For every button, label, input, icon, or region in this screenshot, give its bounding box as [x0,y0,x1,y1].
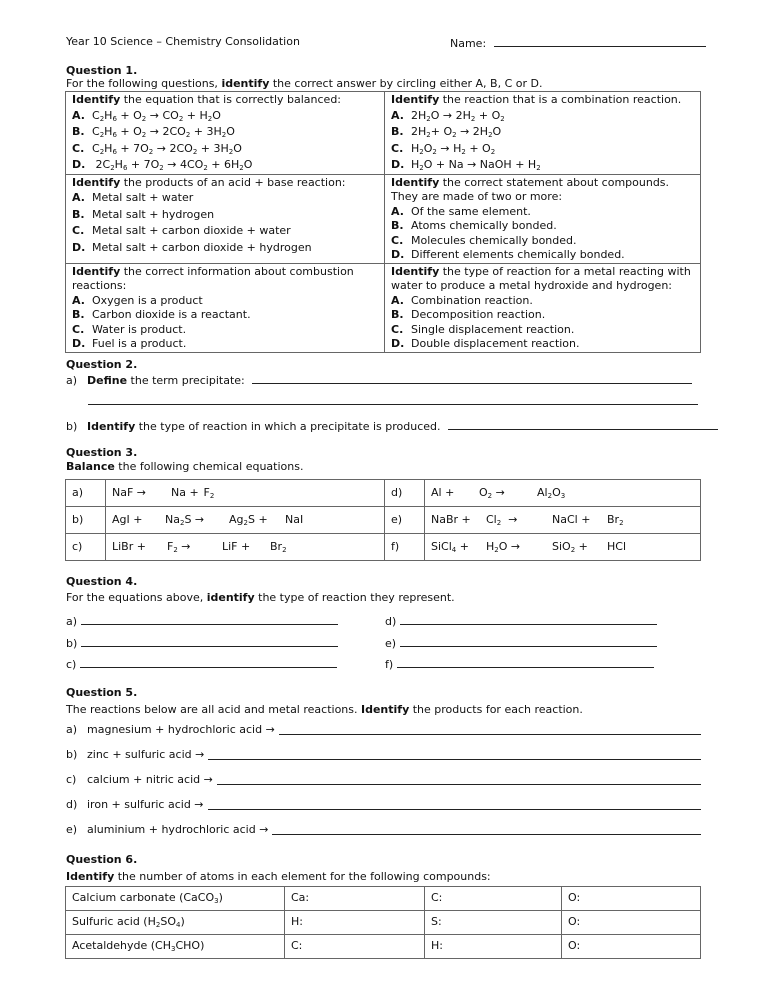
question-1-table [65,91,701,353]
q4-answer-d[interactable]: d) [385,613,657,629]
q1-option-c[interactable]: C. Metal salt + carbon dioxide + water [72,224,291,237]
q2a-answer-line-2[interactable] [88,393,698,405]
atom-count-cell[interactable]: H: [425,935,562,959]
table-row [66,480,701,507]
question-6-instruction: Identify the number of atoms in each element for the following compounds: [66,870,491,883]
table-row [66,534,701,561]
q1-cell-combustion [66,263,385,352]
equation-c[interactable]: LiBr + $F_2$ → LiF + $Br_2$ [106,534,385,561]
atom-count-cell[interactable]: S: [425,911,562,935]
q1-prompt: Identify the equation that is correctly balanced: [72,93,342,106]
equation-label: b) [66,507,106,534]
q1-option-a[interactable]: A. Oxygen is a product [72,293,203,307]
q1-option-b[interactable]: B. $2H_2+ O_2 \to 2H_2O$ [391,125,502,139]
q1-option-b[interactable]: B. Atoms chemically bonded. [391,219,557,232]
worksheet-title: Year 10 Science – Chemistry Consolidation [66,35,300,48]
atom-count-cell[interactable]: C: [425,887,562,911]
q2a-answer-line-1[interactable] [252,372,692,384]
question-2b: b) Identify the type of reaction in which a precipitate is produced. [66,418,718,434]
question-4-heading: Question 4. [66,575,138,588]
equation-d[interactable]: $Al + O_2 \to Al_2O_3$ [425,480,701,507]
q5a-answer-line[interactable] [279,723,701,735]
question-5-heading: Question 5. [66,686,138,699]
q1-option-c[interactable]: C. $C_2H_6 + 7O_2 \to 2CO_2 + 3H_2O$ [72,141,242,156]
q5b-answer-line[interactable] [208,748,701,760]
q5-item-b: b) zinc + sulfuric acid → [66,748,701,762]
question-1-instruction: For the following questions, identify the correct answer by circling either A, B, C or D. [66,77,543,90]
q4-answer-e[interactable]: e) [385,635,657,651]
atom-count-cell[interactable]: H: [285,911,425,935]
question-1-heading: Question 1. [66,64,138,77]
q1-cell-metal-water-reaction [385,263,701,352]
atom-count-cell[interactable]: Ca: [285,887,425,911]
q1-option-a[interactable]: A. Combination reaction. [391,293,533,307]
atom-count-cell[interactable]: C: [285,935,425,959]
table-row [66,507,701,534]
q1-option-a[interactable]: A. $2H_2O \to 2H_2 + O_2$ [391,108,505,123]
q1-cell-acid-base-products [66,174,385,263]
question-6-heading: Question 6. [66,853,138,866]
q1-option-d[interactable]: D. Different elements chemically bonded. [391,248,625,261]
q4-answer-c[interactable]: c) [66,656,337,672]
equation-label: e) [385,507,425,534]
question-3-equations-table [65,479,701,561]
atom-count-cell[interactable]: O: [562,935,701,959]
q1-option-d[interactable]: D. Double displacement reaction. [391,337,580,350]
q5-item-e: e) aluminium + hydrochloric acid → [66,823,701,837]
q1-cell-balanced-equation [66,92,385,175]
compound-name: Acetaldehyde $(CH_3CHO)$ [66,935,285,959]
table-row [66,935,701,959]
q5-item-a: a) magnesium + hydrochloric acid → [66,723,701,737]
q1-option-b[interactable]: B. Decomposition reaction. [391,308,546,321]
table-row [66,911,701,935]
question-4-instruction: For the equations above, identify the type of reaction they represent. [66,591,455,604]
q5d-answer-line[interactable] [208,798,701,810]
q1-option-a[interactable]: A. Of the same element. [391,204,531,218]
q1-option-b[interactable]: B. Metal salt + hydrogen [72,207,215,221]
equation-label: c) [66,534,106,561]
q1-prompt: Identify the correct statement about compounds. They are made of two or more: [391,175,670,203]
q1-option-a[interactable]: A. $C_2H_6 + O_2 \to CO_2 + H_2O$ [72,108,221,123]
equation-label: f) [385,534,425,561]
question-2a: a) Define the term precipitate: [66,372,692,388]
name-input-line[interactable] [494,35,706,47]
question-3-heading: Question 3. [66,446,138,459]
name-field-row [450,35,706,51]
q1-prompt: Identify the products of an acid + base reaction: [72,175,346,189]
q5e-answer-line[interactable] [272,823,701,835]
q1-prompt: Identify the correct information about combustion reactions: [72,264,354,292]
question-5-instruction: The reactions below are all acid and metal reactions. Identify the products for each reaction. [66,703,583,716]
q5c-answer-line[interactable] [217,773,701,785]
q1-option-c[interactable]: C. Single displacement reaction. [391,322,575,336]
q1-option-d[interactable]: D. Metal salt + carbon dioxide + hydrogen [72,240,312,254]
equation-label: d) [385,480,425,507]
q1-option-b[interactable]: B. Carbon dioxide is a reactant. [72,308,251,321]
q4-answer-f[interactable]: f) [385,656,654,672]
q4-answer-a[interactable]: a) [66,613,338,629]
q1-option-c[interactable]: C. Molecules chemically bonded. [391,233,577,247]
compound-name: Sulfuric acid $(H_2SO_4)$ [66,911,285,935]
q5-item-d: d) iron + sulfuric acid → [66,798,701,812]
equation-a[interactable]: NaF → $Na + F_2$ [106,480,385,507]
equation-label: a) [66,480,106,507]
q1-option-c[interactable]: C. $H_2O_2 \to H_2 + O_2$ [391,141,496,156]
q1-cell-combination-reaction [385,92,701,175]
q2b-answer-line[interactable] [448,418,718,430]
q1-option-d[interactable]: D. $2C_2H_6 + 7O_2 \to 4CO_2 + 6H_2O$ [72,158,253,172]
equation-e[interactable]: NaBr + $Cl_2$ → NaCl + $Br_2$ [425,507,701,534]
q5-item-c: c) calcium + nitric acid → [66,773,701,787]
q1-option-a[interactable]: A. Metal salt + water [72,191,194,204]
atom-count-cell[interactable]: O: [562,911,701,935]
q4-answer-b[interactable]: b) [66,635,338,651]
atom-count-cell[interactable]: O: [562,887,701,911]
name-label: Name: [450,37,487,50]
table-row [66,887,701,911]
q1-prompt: Identify the type of reaction for a metal reacting with water to produce a metal hydroxide and hydrogen: [391,264,691,292]
question-2-heading: Question 2. [66,358,138,371]
q1-option-d[interactable]: D. $H_2O + Na$ → NaOH + $H_2$ [391,158,541,172]
question-3-instruction: Balance the following chemical equations. [66,460,304,473]
equation-b[interactable]: AgI + $Na_2S \to Ag_2S$ + NaI [106,507,385,534]
q1-option-d[interactable]: D. Fuel is a product. [72,337,187,350]
compound-name: Calcium carbonate (CaCO$_3$) [66,887,285,911]
q1-option-b[interactable]: B. $C_2H_6 + O_2 \to 2CO_2 + 3H_2O$ [72,125,235,139]
q1-prompt: Identify the reaction that is a combination reaction. [391,93,682,106]
equation-f[interactable]: SiCl$_4$ + $H_2O \to SiO_2$ + HCl [425,534,701,561]
q1-option-c[interactable]: C. Water is product. [72,322,187,336]
q1-cell-compounds-statement [385,174,701,263]
question-6-atoms-table [65,886,701,959]
